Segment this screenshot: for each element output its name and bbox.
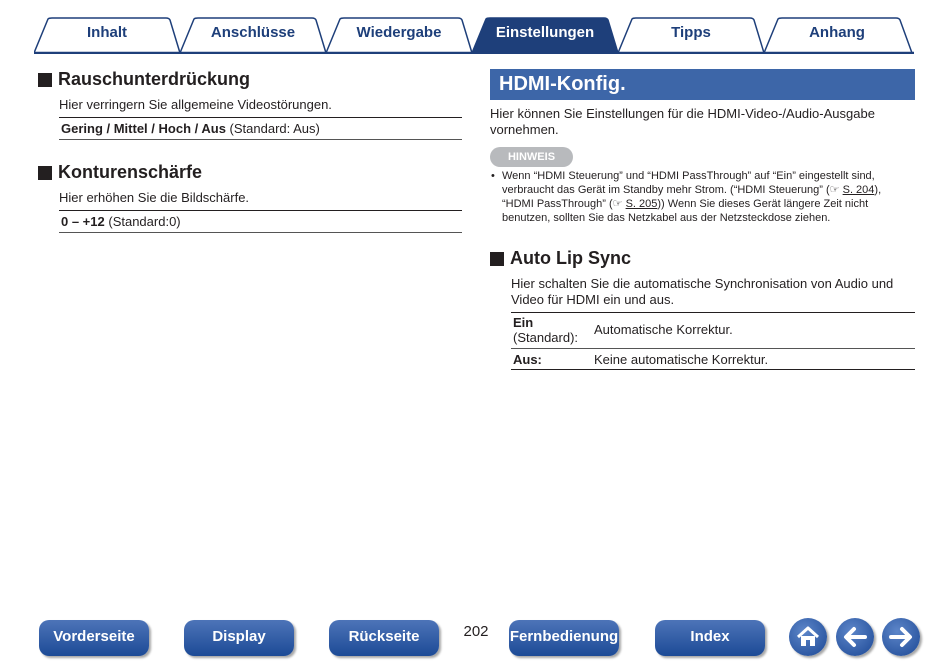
section-description: Hier erhöhen Sie die Bildschärfe. — [59, 190, 250, 205]
option-list: 0 – +12 — [61, 214, 105, 229]
hdmi-config-banner: HDMI-Konfig. — [490, 69, 915, 100]
pointing-hand-icon: ☞ — [612, 198, 623, 210]
section-konturenschaerfe — [38, 162, 202, 183]
divider — [511, 348, 915, 349]
hdmi-description-line2: vornehmen. — [490, 122, 559, 137]
section-description: Hier verringern Sie allgemeine Videostörungen. — [59, 97, 332, 112]
option-key-ein: Ein — [513, 315, 534, 330]
hinweis-text: “HDMI PassThrough” ( — [502, 198, 613, 210]
divider — [511, 369, 915, 370]
option-list: Gering / Mittel / Hoch / Aus — [61, 121, 226, 136]
hinweis-text: ), — [874, 184, 882, 196]
tab-tipps[interactable]: Tipps — [671, 24, 711, 41]
lipsync-description-line2: Video für HDMI ein und aus. — [511, 292, 675, 307]
arrow-right-icon — [882, 618, 920, 656]
tab-wiedergabe[interactable]: Wiedergabe — [356, 24, 442, 41]
rueckseite-button[interactable]: Rückseite — [329, 620, 439, 656]
tab-anschluesse[interactable]: Anschlüsse — [210, 24, 296, 41]
divider — [59, 232, 462, 233]
divider — [59, 210, 462, 211]
section-rauschunterdrueckung — [38, 69, 250, 90]
hinweis-line4: benutzen, sollten Sie das Netzkabel aus der Netzsteckdose ziehen. — [502, 212, 831, 224]
section-title: Konturenschärfe — [58, 162, 203, 182]
divider — [59, 117, 462, 118]
fernbedienung-button[interactable]: Fernbedienung — [509, 620, 619, 656]
tab-inhalt[interactable]: Inhalt — [87, 24, 127, 41]
index-button[interactable]: Index — [655, 620, 765, 656]
section-auto-lip-sync — [490, 248, 631, 269]
divider — [511, 312, 915, 313]
hinweis-text: )) Wenn Sie dieses Gerät längere Zeit nicht — [657, 198, 869, 210]
link-page-204[interactable]: S. 204 — [842, 184, 875, 196]
hinweis-bullet: • — [491, 170, 495, 182]
bullet-square-icon — [38, 73, 52, 87]
option-value-aus: Keine automatische Korrektur. — [594, 352, 769, 367]
home-icon — [789, 618, 827, 656]
link-page-205[interactable]: S. 205 — [625, 198, 658, 210]
hinweis-text: verbraucht das Gerät im Standby mehr Strom. (“HDMI Steuerung” ( — [502, 184, 830, 196]
tab-einstellungen[interactable]: Einstellungen — [495, 24, 595, 41]
section-title: Auto Lip Sync — [510, 248, 631, 268]
hdmi-description-line1: Hier können Sie Einstellungen für die HDMI-Video-/Audio-Ausgabe — [490, 106, 875, 121]
display-button[interactable]: Display — [184, 620, 294, 656]
back-button[interactable] — [836, 618, 874, 656]
option-key-standard: (Standard): — [513, 330, 579, 345]
lipsync-description-line1: Hier schalten Sie die automatische Synchronisation von Audio und — [511, 276, 894, 291]
divider — [59, 139, 462, 140]
hinweis-badge: HINWEIS — [490, 147, 573, 167]
tab-anhang[interactable]: Anhang — [809, 24, 865, 41]
vorderseite-button[interactable]: Vorderseite — [39, 620, 149, 656]
option-default: (Standard: Aus) — [225, 121, 320, 136]
hinweis-line1: Wenn “HDMI Steuerung” und “HDMI PassThrough” auf “Ein” eingestellt sind, — [502, 170, 875, 182]
bullet-square-icon — [38, 166, 52, 180]
hinweis-line3 — [502, 197, 868, 211]
arrow-left-icon — [836, 618, 874, 656]
pointing-hand-icon: ☞ — [829, 184, 840, 196]
option-values — [61, 214, 181, 229]
home-button[interactable] — [789, 618, 827, 656]
tab-bar — [34, 16, 914, 54]
option-value-ein: Automatische Korrektur. — [594, 322, 733, 337]
option-key-aus: Aus: — [513, 352, 542, 367]
option-values — [61, 121, 320, 136]
section-title: Rauschunterdrückung — [58, 69, 251, 89]
hinweis-line2 — [502, 183, 881, 197]
forward-button[interactable] — [882, 618, 920, 656]
bullet-square-icon — [490, 252, 504, 266]
page-number: 202 — [463, 623, 489, 640]
option-default: (Standard:0) — [104, 214, 181, 229]
